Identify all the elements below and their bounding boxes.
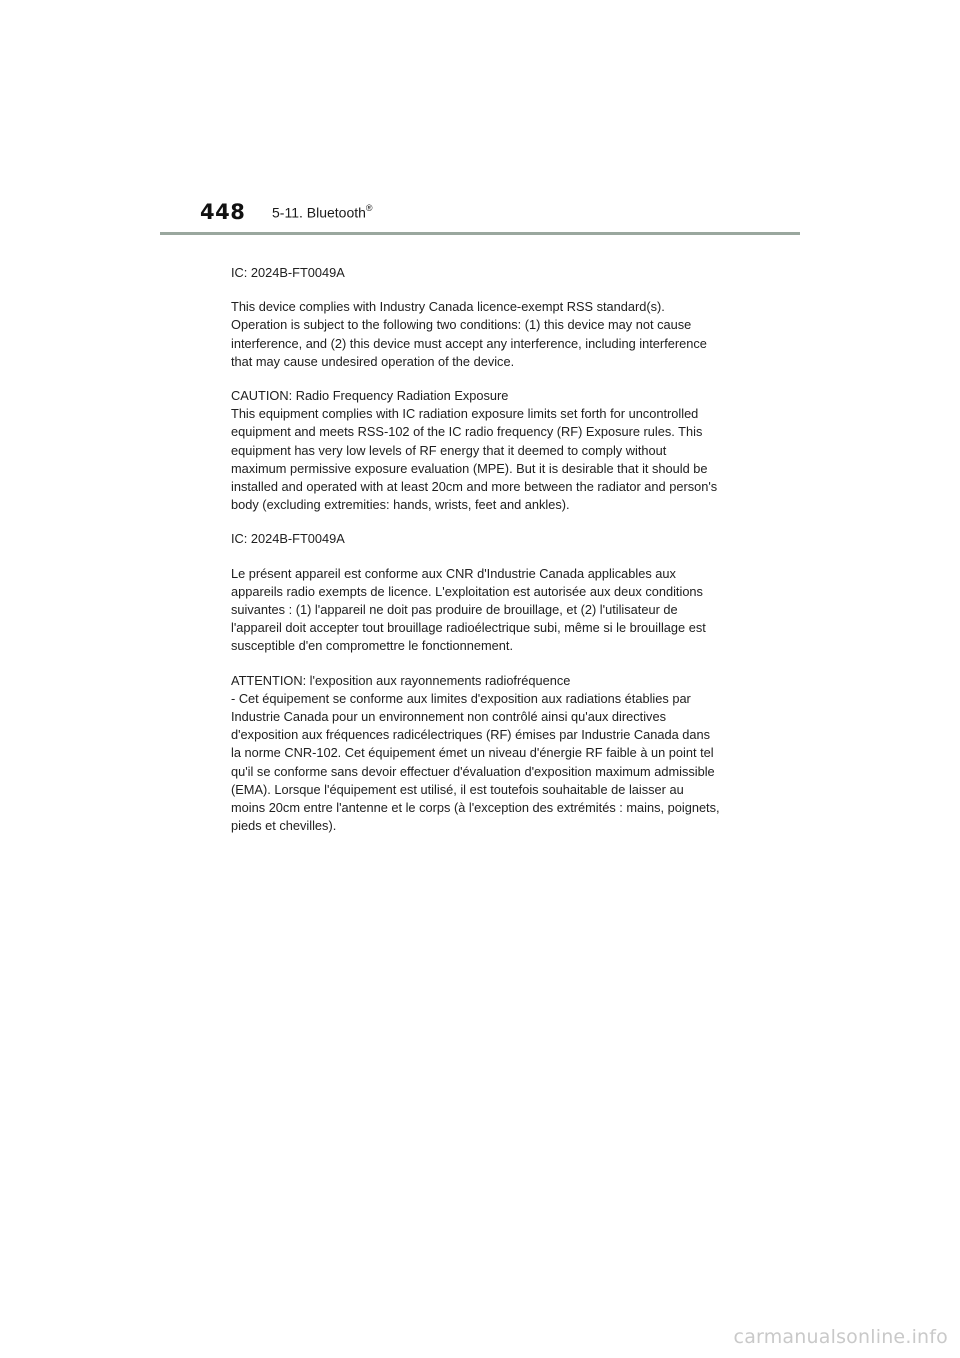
text-line: Industrie Canada pour un environnement non contrôlé ainsi qu'aux directives <box>231 709 666 725</box>
caution-title: CAUTION: Radio Frequency Radiation Exposure <box>231 388 509 404</box>
text-line: d'exposition aux fréquences radicélectriques (RF) émises par Industrie Canada dans <box>231 727 711 743</box>
watermark: carmanualsonline.info <box>733 1326 948 1348</box>
text-line: la norme CNR-102. Cet équipement émet un niveau d'énergie RF faible à un point tel <box>231 745 714 761</box>
text-line: Le présent appareil est conforme aux CNR d'Industrie Canada applicables aux <box>231 565 676 581</box>
text-line: This device complies with Industry Canada licence-exempt RSS standard(s). <box>231 299 665 315</box>
attention-title: ATTENTION: l'exposition aux rayonnements radiofréquence <box>231 672 571 688</box>
text-line: that may cause undesired operation of the device. <box>231 353 515 369</box>
text-line: interference, and (2) this device must accept any interference, including interference <box>231 335 707 351</box>
english-caution-paragraph <box>231 387 751 514</box>
page-number: 448 <box>200 200 246 224</box>
english-ic-id: IC: 2024B-FT0049A <box>231 265 345 280</box>
text-line: - Cet équipement se conforme aux limites d'exposition aux radiations établies par <box>231 690 691 706</box>
text-line: moins 20cm entre l'antenne et le corps (à l'exception des extrémités : mains, poignets, <box>231 800 720 816</box>
text-line: appareils radio exempts de licence. L'exploitation est autorisée aux deux conditions <box>231 583 703 599</box>
text-line: installed and operated with at least 20cm and more between the radiator and person's <box>231 479 718 495</box>
english-compliance-paragraph <box>231 298 751 371</box>
registered-mark: ® <box>365 203 373 213</box>
text-line: body (excluding extremities: hands, wrists, feet and ankles). <box>231 497 570 513</box>
header-divider <box>160 232 800 235</box>
text-line: (EMA). Lorsque l'équipement est utilisé, il est toutefois souhaitable de laisser au <box>231 781 684 797</box>
section-title-text: 5-11. Bluetooth <box>272 204 366 221</box>
french-attention-paragraph <box>231 672 751 836</box>
french-ic-id: IC: 2024B-FT0049A <box>231 531 345 547</box>
text-line: equipment and meets RSS-102 of the IC radio frequency (RF) Exposure rules. This <box>231 424 703 440</box>
text-line: Operation is subject to the following two conditions: (1) this device may not cause <box>231 317 692 333</box>
text-line: equipment has very low levels of RF energy that it deemed to comply without <box>231 442 667 458</box>
french-compliance-paragraph <box>231 565 751 656</box>
text-line: This equipment complies with IC radiation exposure limits set forth for uncontrolled <box>231 406 699 422</box>
text-line: qu'il se conforme sans devoir effectuer d'évaluation d'exposition maximum admissible <box>231 763 715 779</box>
english-ic-block <box>231 264 751 282</box>
text-line: suivantes : (1) l'appareil ne doit pas produire de brouillage, et (2) l'utilisateur de <box>231 602 678 618</box>
text-line: pieds et chevilles). <box>231 818 337 834</box>
document-body <box>231 264 751 851</box>
french-ic-block <box>231 530 751 548</box>
text-line: maximum permissive exposure evaluation (MPE). But it is desirable that it should be <box>231 460 708 476</box>
section-title <box>272 204 373 221</box>
text-line: susceptible d'en compromettre le fonctionnement. <box>231 638 513 654</box>
text-line: l'appareil doit accepter tout brouillage radioélectrique subi, même si le brouillage est <box>231 620 706 636</box>
page-header <box>0 0 960 240</box>
